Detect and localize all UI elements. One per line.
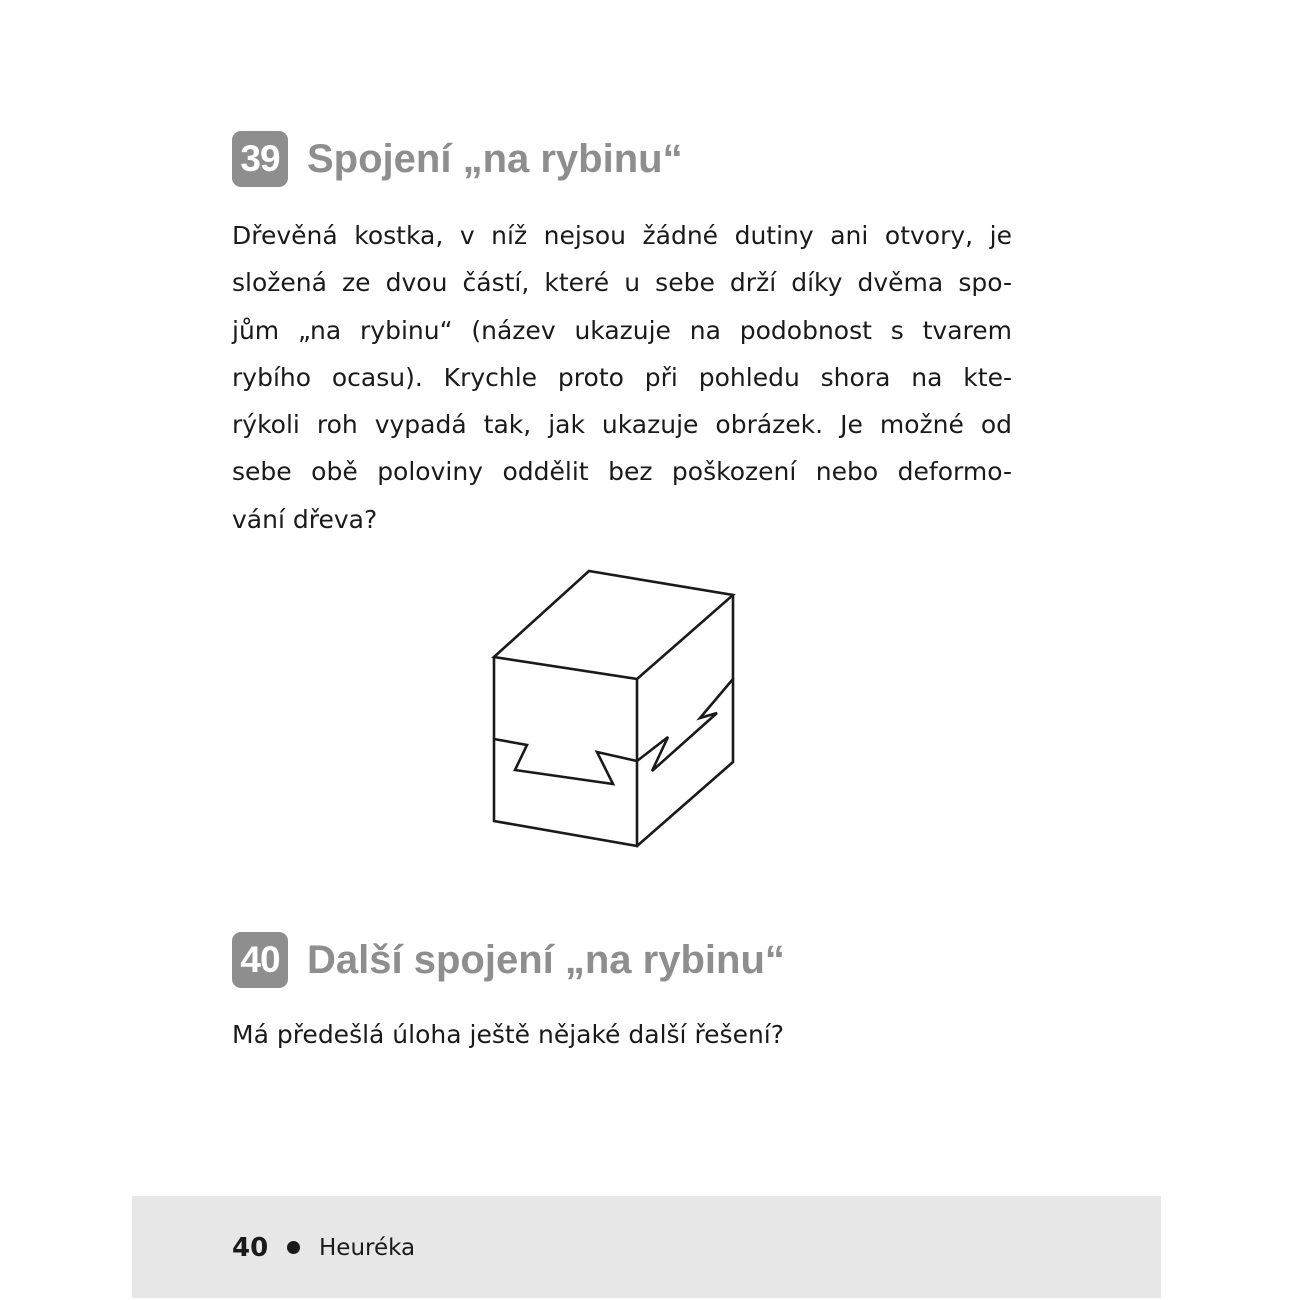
problem-40-heading bbox=[232, 932, 785, 988]
text-line: vání dřeva? bbox=[232, 504, 378, 534]
text-line: rybího ocasu). Krychle proto při pohledu shora na kte- bbox=[232, 362, 1012, 392]
problem-title: Spojení „na rybinu“ bbox=[307, 136, 683, 181]
cube-top-face bbox=[494, 571, 733, 679]
problem-39-text bbox=[232, 212, 1012, 543]
page-number: 40 bbox=[232, 1233, 269, 1263]
dovetail-seam-right bbox=[637, 679, 733, 771]
cube-left-face bbox=[494, 657, 637, 846]
problem-number-badge: 40 bbox=[232, 932, 288, 988]
text-line: složená ze dvou částí, které u sebe drží díky dvěma spo- bbox=[232, 268, 1012, 298]
text-line: rýkoli roh vypadá tak, jak ukazuje obrázek. Je možné od bbox=[232, 410, 1012, 440]
dovetail-seam-left bbox=[494, 739, 637, 784]
dovetail-cube-figure bbox=[488, 566, 740, 854]
problem-number-badge: 39 bbox=[232, 131, 288, 187]
page-footer bbox=[132, 1196, 1161, 1298]
running-title: Heuréka bbox=[319, 1235, 416, 1261]
problem-title: Další spojení „na rybinu“ bbox=[307, 937, 785, 982]
text-line: sebe obě poloviny oddělit bez poškození nebo deformo- bbox=[232, 457, 1012, 487]
text-line: Má předešlá úloha ještě nějaké další řešení? bbox=[232, 1020, 785, 1049]
text-line: jům „na rybinu“ (název ukazuje na podobnost s tvarem bbox=[232, 315, 1012, 345]
bullet-dot-icon bbox=[287, 1241, 300, 1254]
text-line: Dřevěná kostka, v níž nejsou žádné dutiny ani otvory, je bbox=[232, 221, 1012, 250]
problem-40-text bbox=[232, 1011, 1012, 1058]
problem-39-heading bbox=[232, 131, 683, 187]
cube-right-face bbox=[637, 595, 733, 846]
